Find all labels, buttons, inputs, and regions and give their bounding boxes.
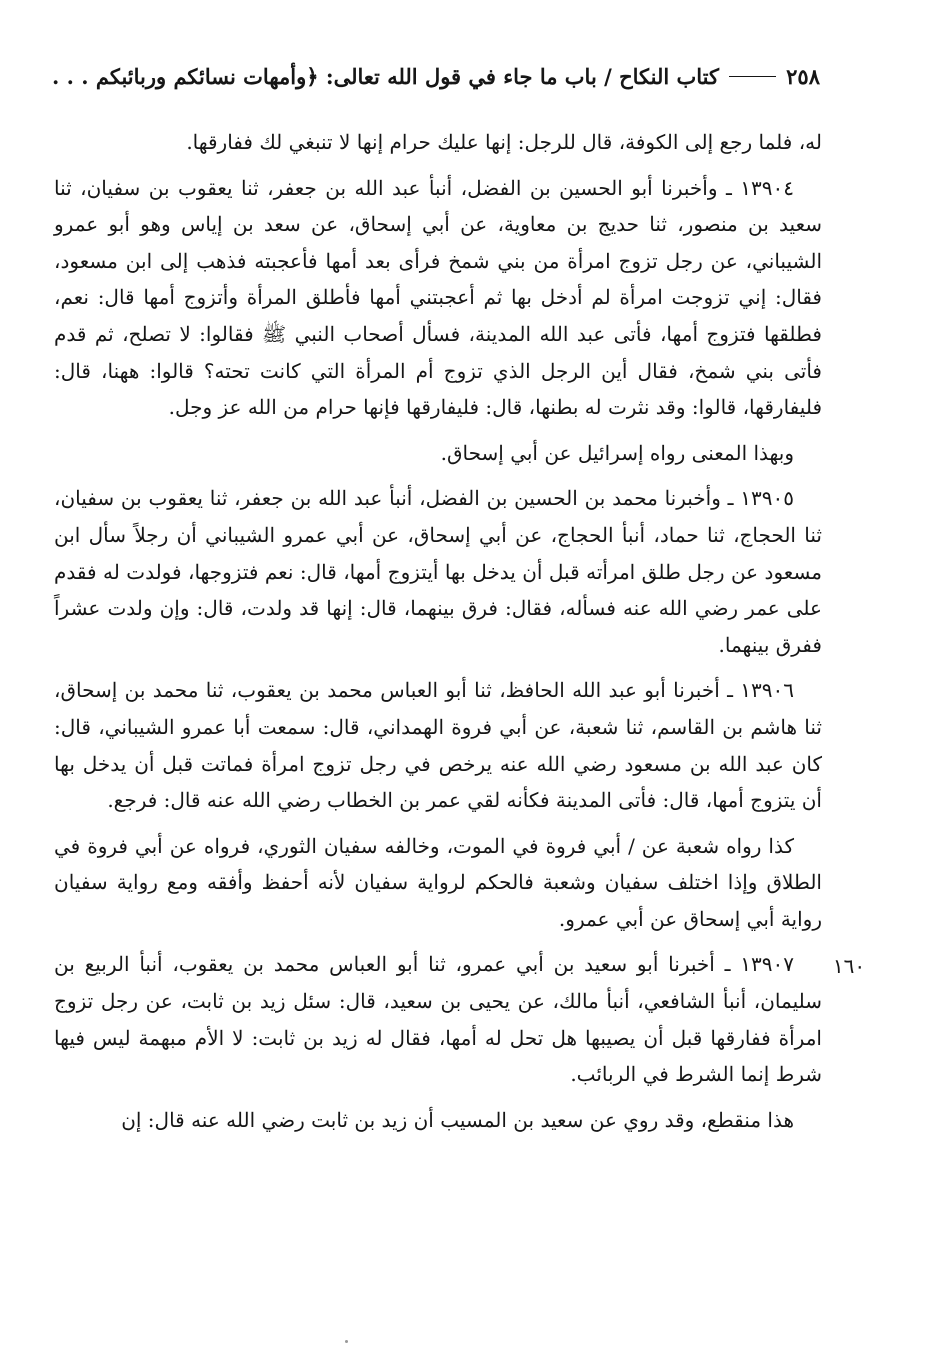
page-body: [54, 124, 822, 1147]
margin-page-reference: ١٦٠: [832, 954, 866, 978]
hadith-13907: ١٣٩٠٧ ـ أخبرنا أبو سعيد بن أبي عمرو، ثنا أبو العباس محمد بن يعقوب، أنبأ الربيع بن سليمان، أنبأ الشافعي، أنبأ مالك، عن يحيى بن سعيد، قال: سئل زيد بن ثابت، عن رجل تزوج امرأة ففارقها قبل أن يصيبها هل تحل له أمها، فقال له زيد بن ثابت: لا الأم مبهمة ليس فيها شرط إنما الشرط في الربائب.: [54, 952, 822, 1087]
running-title: كتاب النكاح / باب ما جاء في قول الله تعالى: ﴿وأمهات نسائكم وربائبكم . . .: [52, 63, 720, 89]
hadith-13906: ١٣٩٠٦ ـ أخبرنا أبو عبد الله الحافظ، ثنا أبو العباس محمد بن يعقوب، ثنا محمد بن إسحاق، ثنا هاشم بن القاسم، ثنا شعبة، عن أبي فروة الهمداني، قال: سمعت أبا عمرو الشيباني، قال: كان عبد الله بن مسعود رضي الله عنه يرخص في رجل تزوج امرأة فماتت قبل أن يدخل بها أن يتزوج أمها، قال: فأتى المدينة فكأنه لقي عمر بن الخطاب رضي الله عنه قال: فرجع.: [54, 678, 822, 813]
scan-speck: [345, 1340, 348, 1343]
hadith-13905: ١٣٩٠٥ ـ وأخبرنا محمد بن الحسين بن الفضل، أنبأ عبد الله بن جعفر، ثنا يعقوب بن سفيان، ثنا الحجاج، ثنا حماد، أنبأ الحجاج، عن أبي إسحاق، عن أبي عمرو الشيباني أن رجلاً سأل ابن مسعود عن رجل طلق امرأته قبل أن يدخل بها أيتزوج أمها، قال: نعم فتزوجها، فولدت له فقدم على عمر رضي الله عنه فسأله، فقال: فرق بينهما، قال: إنها قد ولدت، قال: وإن ولدت عشراً ففرق بينهما.: [54, 486, 822, 657]
commentary-munqati: هذا منقطع، وقد روي عن سعيد بن المسيب أن زيد بن ثابت رضي الله عنه قال: إن: [121, 1107, 794, 1132]
page-header: [52, 58, 820, 94]
header-rule: [729, 76, 776, 77]
hadith-13904: ١٣٩٠٤ ـ وأخبرنا أبو الحسين بن الفضل، أنبأ عبد الله بن جعفر، ثنا يعقوب بن سفيان، ثنا سعيد بن منصور، ثنا حديج بن معاوية، عن أبي إسحاق، عن سعد بن إياس وهو أبو عمرو الشيباني، عن رجل تزوج امرأة من بني شمخ فرأى بعد أمها فأعجبته فذهب إلى ابن مسعود، فقال: إني تزوجت امرأة لم أدخل بها ثم أعجبتني أمها فأطلق المرأة وأتزوج أمها قال: نعم، فطلقها فتزوج أمها، فأتى عبد الله المدينة، فسأل أصحاب النبي ﷺ فقالوا: لا تصلح، ثم قدم فأتى بني شمخ، فقال أين الرجل الذي تزوج أم المرأة التي كانت تحته؟ قالوا: ههنا، قال: فليفارقها، قالوا: وقد نثرت له بطنها، قال: فليفارقها فإنها حرام من الله عز وجل.: [54, 175, 822, 420]
commentary-shuba-sufyan: كذا رواه شعبة عن / أبي فروة في الموت، وخالفه سفيان الثوري، فرواه عن أبي فروة في الطلاق وإذا اختلف سفيان وشعبة فالحكم لرواية سفيان لأنه أحفظ وأفقه ومع رواية سفيان رواية أبي إسحاق عن أبي عمرو.: [54, 833, 822, 931]
commentary-israil: وبهذا المعنى رواه إسرائيل عن أبي إسحاق.: [440, 440, 794, 465]
page-number: ٢٥٨: [786, 63, 820, 89]
paragraph-continuation: له، فلما رجع إلى الكوفة، قال للرجل: إنها عليك حرام إنها لا تنبغي لك ففارقها.: [186, 130, 822, 154]
